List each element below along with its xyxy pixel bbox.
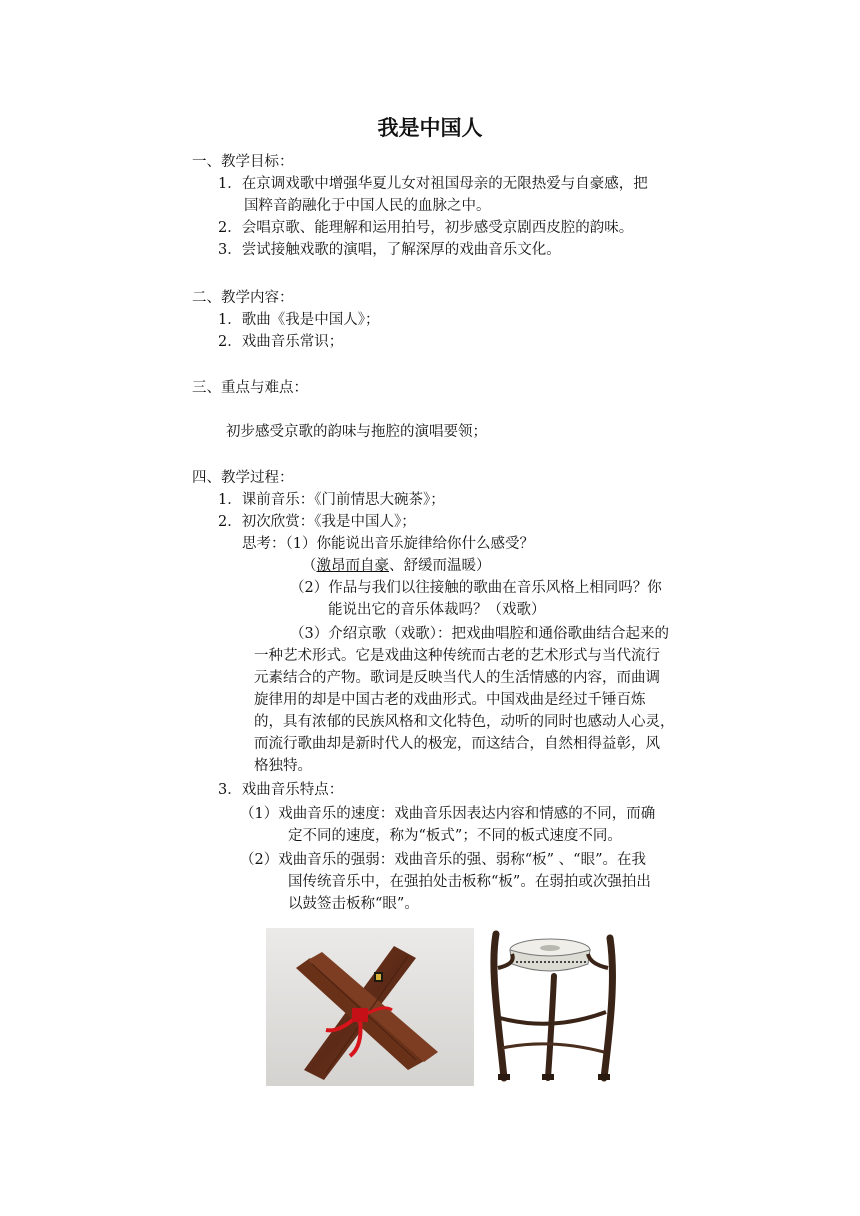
think-question-3-line-3: 元素结合的产物。歌词是反映当代人的生活情感的内容，而曲调 [254,670,660,686]
think-question-3-line-1: （3）介绍京歌（戏歌）：把戏曲唱腔和通俗歌曲结合起来的 [290,626,669,642]
objective-2: 2．会唱京歌、能理解和运用拍号，初步感受京剧西皮腔的韵味。 [218,220,634,236]
process-item-2: 2．初次欣赏：《我是中国人》； [218,514,416,530]
think-question-3-line-2: 一种艺术形式。它是戏曲这种传统而古老的艺术形式与当代流行 [254,648,660,664]
answer-underlined-text: 激昂而自豪 [316,558,389,574]
think-question-1: 思考：（1）你能说出音乐旋律给你什么感受？ [242,536,534,552]
key-points-text: 初步感受京歌的韵味与拖腔的演唱要领； [226,424,487,440]
objective-3: 3．尝试接触戏歌的演唱，了解深厚的戏曲音乐文化。 [218,242,561,258]
drum-photo [476,928,636,1086]
section-heading-objectives: 一、教学目标： [192,154,294,170]
clapper-photo [266,928,474,1086]
drum-on-stand-image [476,928,636,1086]
section-heading-content: 二、教学内容： [192,290,294,306]
process-item-3: 3．戏曲音乐特点： [218,782,344,798]
think-question-2-line-1: （2）作品与我们以往接触的歌曲在音乐风格上相同吗？你 [290,580,662,596]
content-item-2: 2．戏曲音乐常识； [218,334,344,350]
wooden-clapper-image [266,928,474,1086]
feature-2-line-1: （2）戏曲音乐的强弱：戏曲音乐的强、弱称“板” 、“眼”。在我 [240,852,646,868]
think-question-3-line-4: 旋律用的却是中国古老的戏曲形式。中国戏曲是经过千锤百炼 [254,692,646,708]
feature-1-line-1: （1）戏曲音乐的速度：戏曲音乐因表达内容和情感的不同，而确 [240,806,656,822]
answer-rest-text: 、舒缓而温暖） [389,558,491,574]
think-question-3-line-6: 而流行歌曲却是新时代人的极宠，而这结合，自然相得益彰，风 [254,736,660,752]
objective-1-line-1: 1．在京调戏歌中增强华夏儿女对祖国母亲的无限热爱与自豪感，把 [218,176,648,192]
feature-2-line-3: 以鼓签击板称“眼”。 [288,896,419,912]
think-question-2-line-2: 能说出它的音乐体裁吗？（戏歌） [328,602,546,618]
think-answer-1 [302,555,491,577]
section-heading-key-points: 三、重点与难点： [192,380,308,396]
content-item-1: 1．歌曲《我是中国人》； [218,312,380,328]
process-item-1: 1．课前音乐：《门前情思大碗茶》； [218,492,445,508]
objective-1-line-2: 国粹音韵融化于中国人民的血脉之中。 [244,198,491,214]
think-question-3-line-5: 的，具有浓郁的民族风格和文化特色，动听的同时也感动人心灵， [254,714,675,730]
section-heading-process: 四、教学过程： [192,470,294,486]
feature-1-line-2: 定不同的速度，称为“板式”；不同的板式速度不同。 [288,828,622,844]
feature-2-line-2: 国传统音乐中，在强拍处击板称“板”。在弱拍或次强拍出 [288,874,651,890]
answer-open-paren: （ [302,558,317,574]
think-question-3-line-7: 格独特。 [254,758,312,774]
page-title: 我是中国人 [377,116,483,140]
